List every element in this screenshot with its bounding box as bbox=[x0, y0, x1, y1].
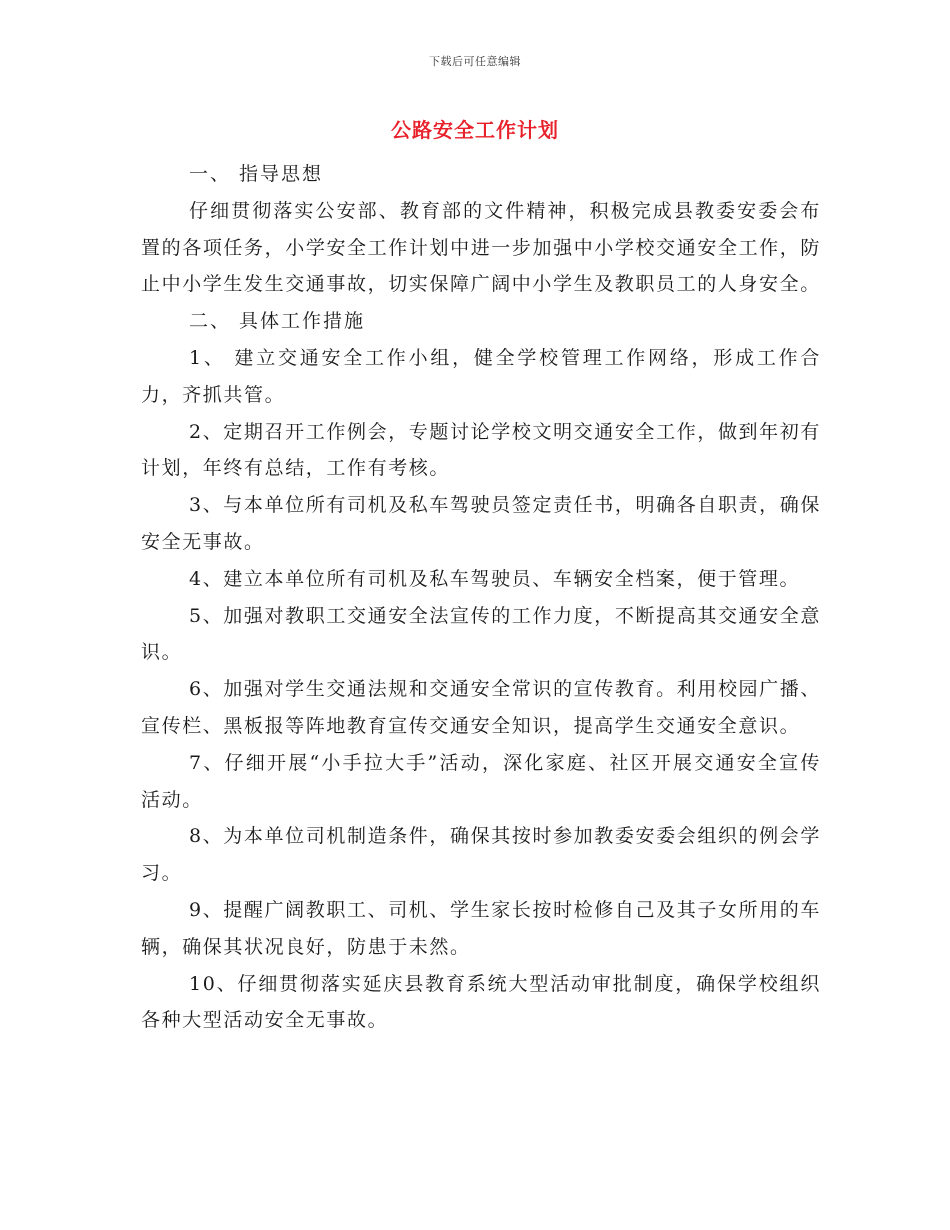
document-body bbox=[141, 156, 821, 1039]
section-heading-guiding-idea: 一、 指导思想 bbox=[189, 163, 324, 185]
measure-item-2: 2、定期召开工作例会，专题讨论学校文明交通安全工作，做到年初有计划，年终有总结，工作有考核。 bbox=[141, 420, 821, 480]
measure-item-5: 5、加强对教职工交通安全法宣传的工作力度，不断提高其交通安全意识。 bbox=[141, 604, 821, 664]
measure-item-8: 8、为本单位司机制造条件，确保其按时参加教委安委会组织的例会学习。 bbox=[141, 825, 821, 885]
measure-item-4: 4、建立本单位所有司机及私车驾驶员、车辆安全档案，便于管理。 bbox=[189, 567, 801, 590]
section-heading-measures: 二、 具体工作措施 bbox=[189, 310, 366, 333]
measure-item-9: 9、提醒广阔教职工、司机、学生家长按时检修自己及其子女所用的车辆，确保其状况良好，防患于未然。 bbox=[141, 898, 821, 958]
measure-item-3: 3、与本单位所有司机及私车驾驶员签定责任书，明确各自职责，确保安全无事故。 bbox=[141, 494, 821, 553]
measure-item-1: 1、 建立交通安全工作小组，健全学校管理工作网络，形成工作合力，齐抓共管。 bbox=[141, 346, 821, 406]
measure-item-7: 7、仔细开展“小手拉大手”活动，深化家庭、社区开展交通安全宣传活动。 bbox=[141, 751, 821, 811]
paragraph-guiding-idea: 仔细贯彻落实公安部、教育部的文件精神，积极完成县教委安委会布置的各项任务，小学安全工作计划中进一步加强中小学校交通安全工作，防止中小学生发生交通事故，切实保障广阔中小学生及教职员工的人身安全。 bbox=[141, 199, 821, 296]
header-note: 下载后可任意编辑 bbox=[429, 55, 521, 68]
measure-item-6: 6、加强对学生交通法规和交通安全常识的宣传教育。利用校园广播、宣传栏、黑板报等阵地教育宣传交通安全知识，提高学生交通安全意识。 bbox=[141, 678, 821, 737]
document-title: 公路安全工作计划 bbox=[391, 118, 559, 142]
measure-item-10: 10、仔细贯彻落实延庆县教育系统大型活动审批制度，确保学校组织各种大型活动安全无事故。 bbox=[141, 972, 821, 1032]
